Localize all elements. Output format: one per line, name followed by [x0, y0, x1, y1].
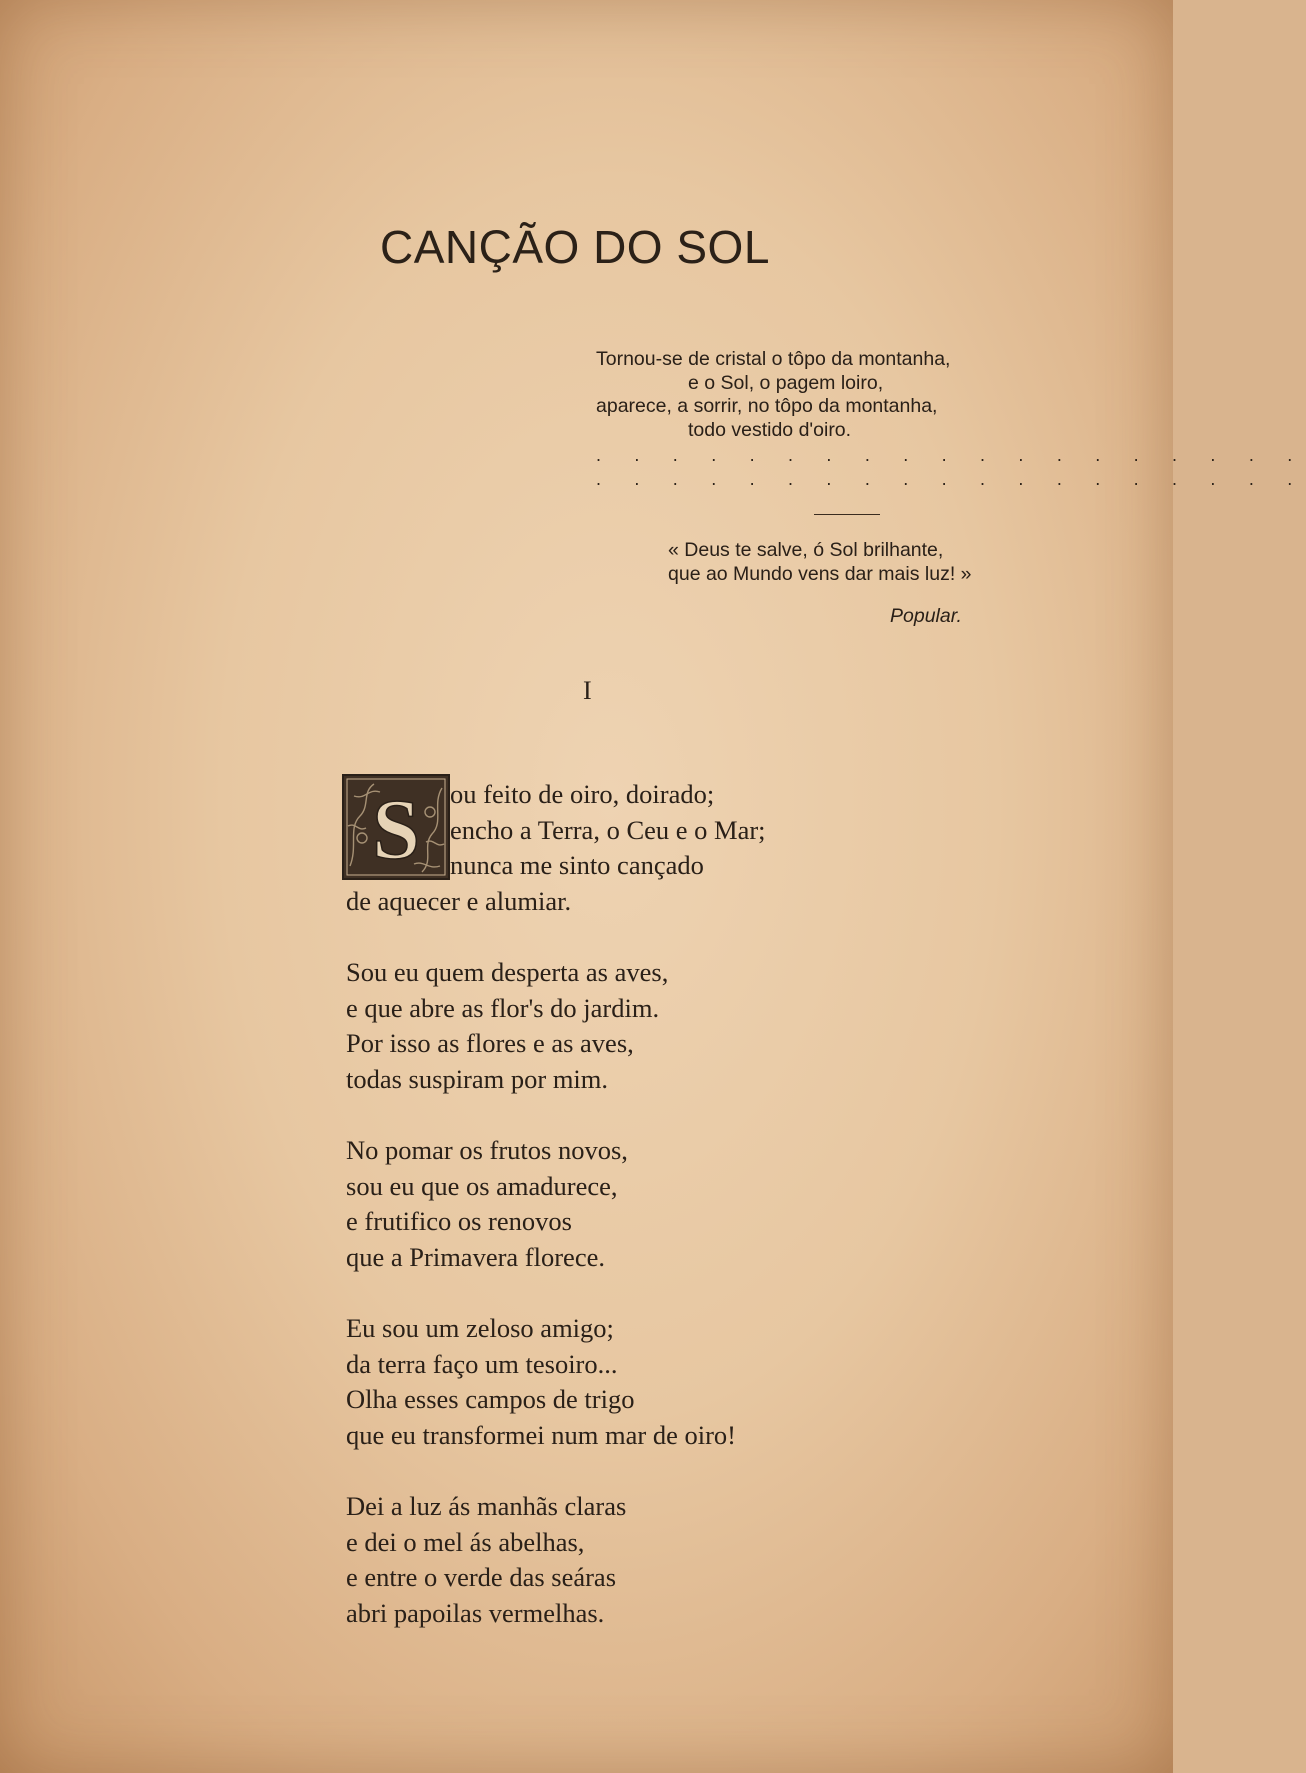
ellipsis-row: . . . . . . . . . . . . . . . . . . .: [596, 469, 1306, 489]
quote: [668, 539, 972, 586]
poem-line: Por isso as flores e as aves,: [346, 1028, 634, 1058]
poem-line: Sou eu quem desperta as aves,: [346, 957, 669, 987]
poem-line: e entre o verde das seáras: [346, 1562, 617, 1592]
poem-line: ou feito de oiro, doirado;: [450, 779, 715, 809]
poem-line: e frutifico os renovos: [346, 1206, 572, 1236]
epigraph-line: aparece, a sorrir, no tôpo da montanha,: [596, 395, 938, 417]
poem-line: sou eu que os amadurece,: [346, 1170, 618, 1201]
separator-rule: [814, 514, 880, 515]
quote-line: « Deus te salve, ó Sol brilhante,: [668, 539, 944, 561]
stanza: [346, 1133, 766, 1275]
poem-line: nunca me sinto cançado: [450, 850, 704, 880]
poem-title: CANÇÃO DO SOL: [380, 221, 770, 273]
stanza: [346, 955, 766, 1097]
poem-line: abri papoilas vermelhas.: [346, 1597, 605, 1628]
poem-line: que a Primavera florece.: [346, 1241, 605, 1272]
epigraph-line: todo vestido d'oiro.: [688, 418, 852, 441]
epigraph: [596, 348, 950, 442]
quote-line: que ao Mundo vens dar mais luz! »: [668, 562, 972, 585]
poem-line: todas suspiram por mim.: [346, 1063, 609, 1094]
epigraph-line: Tornou-se de cristal o tôpo da montanha,: [596, 348, 951, 370]
quote-attribution: Popular.: [890, 605, 962, 627]
poem-line: que eu transformei num mar de oiro!: [346, 1419, 737, 1450]
poem-line: Dei a luz ás manhãs claras: [346, 1491, 627, 1521]
poem-line: e dei o mel ás abelhas,: [346, 1526, 585, 1557]
poem-line: encho a Terra, o Ceu e o Mar;: [450, 814, 766, 845]
dropcap-letter: S: [372, 781, 420, 877]
poem-line: Eu sou um zeloso amigo;: [346, 1313, 614, 1343]
poem-line: e que abre as flor's do jardim.: [346, 992, 660, 1023]
stanza: [346, 1311, 766, 1453]
poem-line: No pomar os frutos novos,: [346, 1135, 628, 1165]
poem-line: Olha esses campos de trigo: [346, 1384, 635, 1414]
stanza: [346, 777, 766, 919]
poem-line: da terra faço um tesoiro...: [346, 1348, 618, 1379]
ellipsis-row: . . . . . . . . . . . . . . . . . . .: [596, 445, 1306, 465]
poem-line: de aquecer e alumiar.: [346, 885, 572, 916]
stanza: [346, 1489, 766, 1631]
section-number: I: [583, 676, 592, 705]
epigraph-line: e o Sol, o pagem loiro,: [688, 371, 884, 394]
poem-body: [346, 777, 766, 1631]
